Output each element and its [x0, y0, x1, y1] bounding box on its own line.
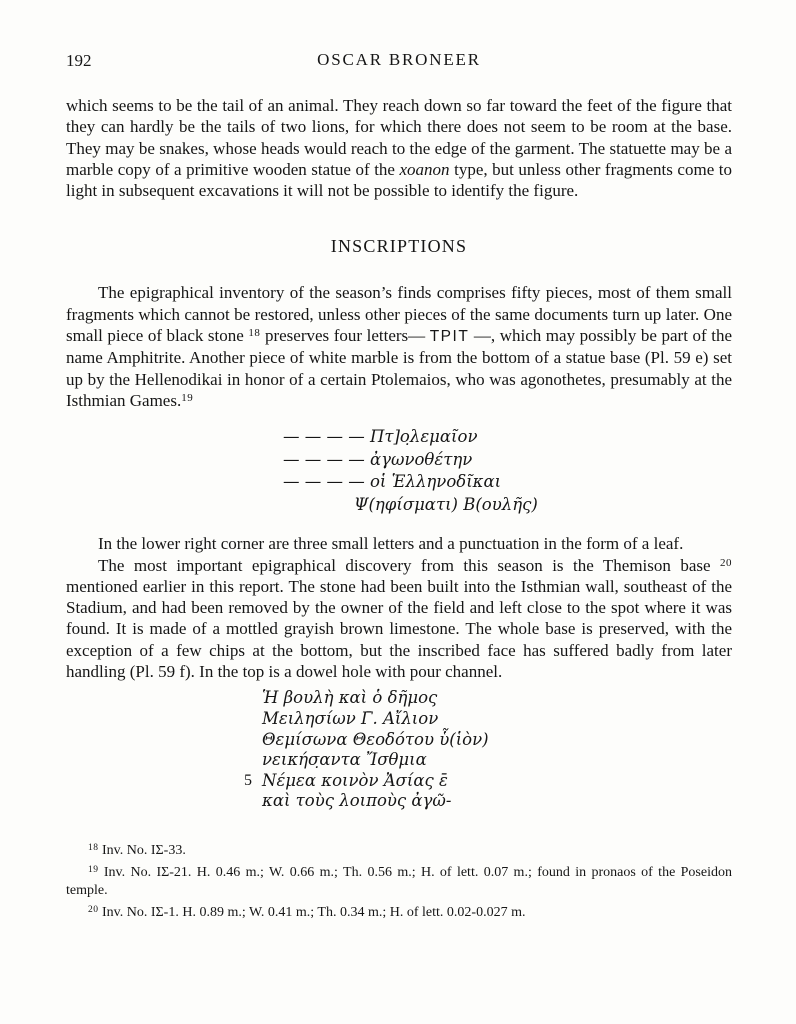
footnote-19: [66, 861, 732, 901]
inscription-line: [262, 750, 732, 771]
text-run: mentioned earlier in this report. The stone had been built into the Isthmian wall, southeast of the Stadium, and had been removed by the owner of the field and left close to the spot where it was found. It is made of a mottled grayish brown limestone. The whole base is preserved, with the exception of a few chips at the bottom, but the inscribed face has suffered badly from later handling (Pl. 59 f). In the top is a dowel hole with pour channel.: [66, 576, 732, 682]
footnote-text: Inv. No. ΙΣ-1. H. 0.89 m.; W. 0.41 m.; Th. 0.34 m.; H. of lett. 0.02-0.027 m.: [98, 904, 526, 920]
footnote-18: [66, 839, 732, 861]
inscription-line-text: Ἡ βουλὴ καὶ ὁ δῆμος: [262, 688, 438, 708]
footnote-number: 19: [88, 864, 99, 875]
inscription-line: [262, 709, 732, 730]
footnote-20: [66, 901, 732, 923]
footnote-text: Inv. No. ΙΣ-33.: [98, 842, 186, 858]
paragraph-themison-base: [66, 555, 732, 683]
text-run: The epigraphical inventory of the season’s finds comprises fifty pieces, most of them small fragments which cannot be restored, unless other pieces of the same documents turn up later. One small piece of black stone: [66, 283, 732, 346]
page-header: [66, 50, 732, 72]
inscription-line: [262, 688, 732, 709]
footnote-text: Inv. No. ΙΣ-21. H. 0.46 m.; W. 0.66 m.; Th. 0.56 m.; H. of lett. 0.07 m.; found in pronaos of the Poseidon temple.: [66, 864, 732, 899]
footnote-ref-18: 18: [248, 327, 261, 340]
inscription-line: — — — — Πτ]ο̣λεμαῖον: [283, 427, 478, 447]
section-heading-inscriptions: INSCRIPTIONS: [330, 236, 468, 257]
inscription-ptolemaios-block: [283, 426, 732, 516]
footnote-number: 18: [88, 842, 99, 853]
paragraph-animal-tail: [66, 95, 732, 201]
text-run: type, but unless other fragments come to light in subsequent excavations it will not be possible to identify the figure.: [66, 159, 732, 201]
inscription-line-text: καὶ τοὺς λοιποὺς ἀγῶ-: [262, 791, 452, 811]
text-run: The most important epigraphical discovery from this season is the Themison base: [98, 555, 720, 575]
inscription-line: — — — — ἀγωνοθέτην: [283, 449, 473, 469]
inscription-line-text: Μειλησίων Γ̄. Αἴλιον: [262, 708, 439, 728]
footnote-ref-20: 20: [720, 556, 732, 569]
inscription-themison-block: [244, 688, 732, 812]
footnotes-section: [66, 839, 732, 922]
inscription-letters-tpit: TPIT: [429, 328, 470, 346]
inscription-line: [262, 730, 732, 751]
inscription-line: Ψ(ηφίσματι) Β(ουλῆς): [354, 494, 538, 514]
text-run: which seems to be the tail of an animal. They reach down so far toward the feet of the figure that they can hardly be the tails of two lions, for which there does not seem to be room at the base. They may be snakes, whose heads would reach to the edge of the garment. The statuette may be a marble copy of a primitive wooden statue of the: [66, 96, 732, 179]
running-head: OSCAR BRONEER: [317, 50, 481, 69]
paragraph-epigraphical-inventory: [66, 282, 732, 411]
inscription-line-text: Θεμίσωνα Θεοδότου ὗ(ἱὸν): [262, 729, 489, 749]
inscription-line: — — — — οἱ Ἑλληνοδῖκαι: [283, 472, 502, 492]
italic-xoanon: xoanon: [399, 159, 450, 179]
footnote-ref-19: 19: [181, 391, 194, 404]
inscription-line: [244, 770, 732, 792]
text-run: —, which may possibly be part of the name Amphitrite. Another piece of white marble is from the bottom of a statue base (Pl. 59 e) set up by the Hellenodikai in honor of a certain Ptolemaios, who was agonothetes, presumably at the Isthmian Games.: [66, 326, 732, 410]
inscription-line: [262, 791, 732, 812]
inscription-line-number: 5: [244, 771, 252, 789]
footnote-number: 20: [88, 904, 99, 915]
inscription-line-text: Νέμεα κοινὸν Ἀσίας ε̄: [262, 770, 448, 790]
inscription-line-text: νεικήσ̣αντα Ἴσθμια: [262, 750, 427, 770]
page-number: 192: [66, 51, 92, 70]
text-run: preserves four letters—: [260, 326, 430, 346]
paragraph-lower-right-corner: In the lower right corner are three small letters and a punctuation in the form of a leaf.: [98, 534, 684, 554]
